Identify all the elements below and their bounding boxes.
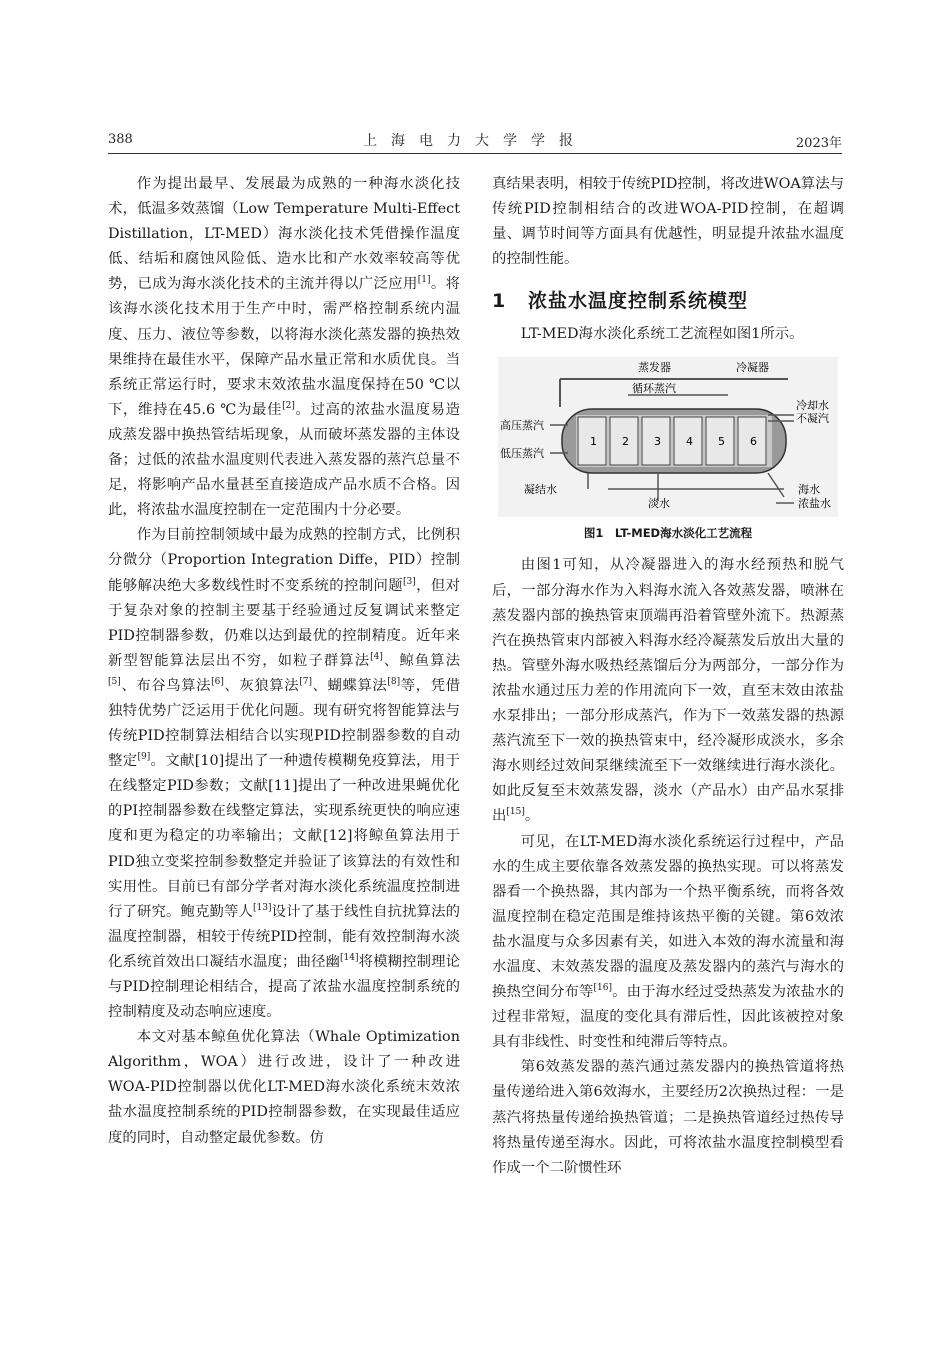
label-cooling-water: 冷却水 xyxy=(796,399,829,413)
citation[interactable]: [9] xyxy=(137,752,151,763)
paragraph-model: 第6效蒸发器的蒸汽通过蒸发器内的换热管道将热量传递给进入第6效海水，主要经历2次换热过程：一是蒸汽将热量传递给换热管道；二是换热管道经过热传导将热量传递至海水。因此，可将浓盐水温度控制模型看作成一个二阶惯性环 xyxy=(492,1059,844,1176)
citation[interactable]: [2] xyxy=(282,401,295,412)
citation[interactable]: [15] xyxy=(506,807,525,818)
citation[interactable]: [5] xyxy=(108,677,121,688)
label-lp-steam: 低压蒸汽 xyxy=(500,447,544,461)
paragraph-process: 由图1可知，从冷凝器进入的海水经预热和脱气后，一部分海水作为入料海水流入各效蒸发器，喷淋在蒸发器内部的换热管束顶端再沿着管壁外流下。热源蒸汽在换热管束内部被入料海水经冷凝蒸发后放出大量的热。管壁外海水吸热经蒸馏后分为两部分，一部分作为浓盐水通过压力差的作用流向下一效，直至末效由浓盐水泵排出；一部分形成蒸汽，作为下一效蒸发器的热源蒸汽流至下一效的换热管束中，经冷凝形成淡水，多余海水则经过效间泵继续流至下一效继续进行海水淡化。如此反复至末效蒸发器，淡水（产品水）由产品水泵排出[15]。 xyxy=(492,557,844,825)
header-rule xyxy=(108,153,842,154)
effect-label: 6 xyxy=(750,435,757,449)
citation[interactable]: [16] xyxy=(593,983,612,994)
section-number: 1 xyxy=(492,290,507,313)
journal-title: 上海电力大学学报 xyxy=(363,133,587,149)
paragraph-pid: 作为目前控制领域中最为成熟的控制方式，比例积分微分（Proportion Integration Diffe，PID）控制能够解决绝大多数线性时不变系统的控制问题[3]，但对于复杂对象的控制主要基于经验通过反复调试来整定PID控制器参数，仍难以达到最优的控制精度。近年来新型智能算法层出不穷，如粒子群算法[4]、鲸鱼算法[5]、布谷鸟算法[6]、灰狼算法[7]、蝴蝶算法[8]等，凭借独特优势广泛运用于优化问题。现有研究将智能算法与传统PID控制算法相结合以实现PID控制器参数的自动整定[9]。文献[10]提出了一种遗传模糊免疫算法，用于在线整定PID参数；文献[11]提出了一种改进果蝇优化的PI控制器参数在线整定算法，实现系统更快的响应速度和更为稳定的功率输出；文献[12]将鲸鱼算法用于PID独立变桨控制参数整定并验证了该算法的有效性和实用性。目前已有部分学者对海水淡化系统温度控制进行了研究。鲍克勤等人[13]设计了基于线性自抗扰算法的温度控制器，相较于传统PID控制，能有效控制海水淡化系统首效出口凝结水温度；曲径幽[14]将模糊控制理论与PID控制理论相结合，提高了浓盐水温度控制系统的控制精度及动态响应速度。 xyxy=(108,527,460,1021)
issue-year: 2023年 xyxy=(795,136,842,151)
label-circ-steam: 循环蒸汽 xyxy=(632,382,676,396)
citation[interactable]: [7] xyxy=(299,677,312,688)
label-condenser: 冷凝器 xyxy=(736,361,769,375)
figure-1 xyxy=(492,357,844,517)
citation[interactable]: [3] xyxy=(402,576,416,587)
citation[interactable]: [1] xyxy=(417,275,431,286)
citation[interactable]: [6] xyxy=(211,677,224,688)
paragraph-this-paper: 本文对基本鲸鱼优化算法（Whale Optimization Algorithm，WOA）进行改进，设计了一种改进WOA-PID控制器以优化LT-MED海水淡化系统末效浓盐水温度控制系统的PID控制器参数，在实现最佳适应度的同时，自动整定最优参数。仿 xyxy=(108,1029,460,1146)
label-brine: 浓盐水 xyxy=(798,497,831,511)
paragraph-intro: 作为提出最早、发展最为成熟的一种海水淡化技术，低温多效蒸馏（Low Temperature Multi-Effect Distillation，LT-MED）海水淡化技术凭借操作温度低、结垢和腐蚀风险低、造水比和产水效率较高等优势，已成为海水淡化技术的主流并得以广泛应用[1]。将该海水淡化技术用于生产中时，需严格控制系统内温度、压力、液位等参数，以将海水淡化蒸发器的换热效果维持在最佳水平，保障产品水量正常和水质优良。当系统正常运行时，要求末效浓盐水温度保持在50 ℃以下，维持在45.6 ℃为最佳[2]。过高的浓盐水温度易造成蒸发器中换热管结垢现象，从而破坏蒸发器的主体设备；过低的浓盐水温度则代表进入蒸发器的蒸汽总量不足，将影响产品水量甚至直接造成产品水质不合格。因此，将浓盐水温度控制在一定范围内十分必要。 xyxy=(108,176,460,519)
paragraph-heat-exchange: 可见，在LT-MED海水淡化系统运行过程中，产品水的生成主要依靠各效蒸发器的换热实现。可以将蒸发器看一个换热器，其内部为一个热平衡系统，而将各效温度控制在稳定范围是维持该热平衡的关键。第6效浓盐水温度与众多因素有关，如进入本效的海水流量和海水温度、末效蒸发器的温度及蒸发器内的蒸汽与海水的换热空间分布等[16]。由于海水经过受热蒸发为浓盐水的过程非常短，温度的变化具有滞后性，因此该被控对象具有非线性、时变性和纯滞后等特点。 xyxy=(492,833,844,1051)
citation[interactable]: [13] xyxy=(253,902,272,913)
page-number: 388 xyxy=(108,132,133,147)
citation[interactable]: [4] xyxy=(370,651,383,662)
running-header xyxy=(108,128,842,152)
label-evaporator: 蒸发器 xyxy=(638,361,671,375)
left-column xyxy=(108,172,460,1151)
effect-label: 3 xyxy=(654,435,661,449)
effect-label: 1 xyxy=(590,435,597,449)
paragraph-continued: 真结果表明，相较于传统PID控制，将改进WOA算法与传统PID控制相结合的改进WOA-PID控制，在超调量、调节时间等方面具有优越性，明显提升浓盐水温度的控制性能。 xyxy=(492,176,844,268)
process-flow-diagram xyxy=(498,357,838,517)
paragraph-figure-ref: LT-MED海水淡化系统工艺流程如图1所示。 xyxy=(520,326,804,343)
label-noncond-gas: 不凝汽 xyxy=(796,412,829,426)
effect-label: 4 xyxy=(686,435,693,449)
section-heading xyxy=(492,288,844,314)
label-hp-steam: 高压蒸汽 xyxy=(500,419,544,433)
label-seawater: 海水 xyxy=(798,483,820,497)
effect-label: 2 xyxy=(622,435,629,449)
figure-caption: 图1 LT-MED海水淡化工艺流程 xyxy=(583,526,753,541)
label-fresh-water: 淡水 xyxy=(648,497,670,511)
effect-label: 5 xyxy=(718,435,725,449)
right-column xyxy=(492,172,844,1181)
citation[interactable]: [14] xyxy=(340,953,359,964)
section-title: 浓盐水温度控制系统模型 xyxy=(528,290,749,313)
citation[interactable]: [8] xyxy=(387,677,401,688)
label-condensate: 凝结水 xyxy=(524,483,557,497)
